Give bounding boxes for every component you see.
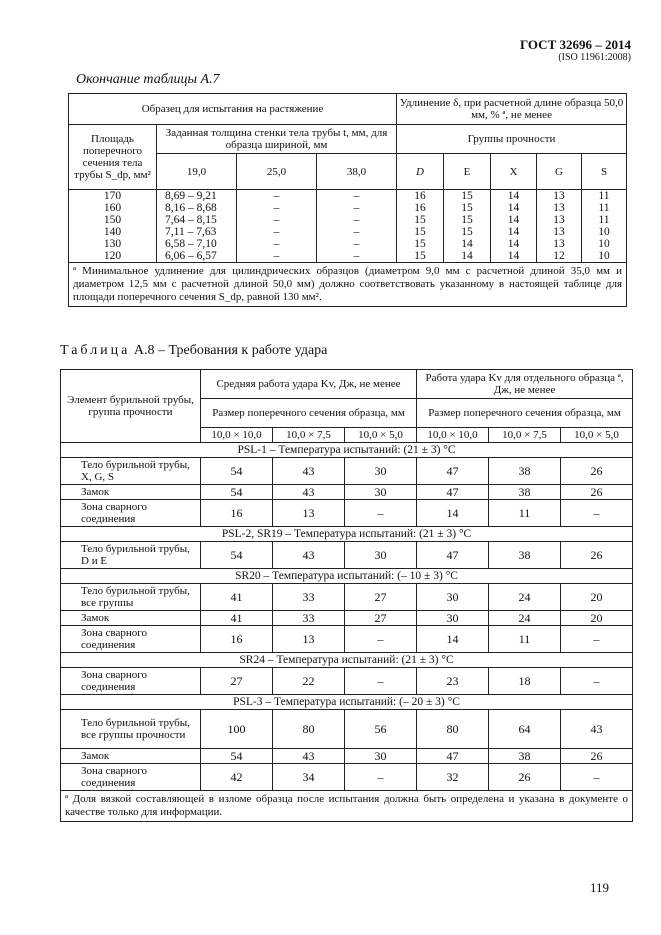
table-cell: 12 <box>537 250 582 263</box>
table-cell: 14 <box>491 250 537 263</box>
value-cell: 32 <box>417 764 489 791</box>
table-row <box>61 611 633 626</box>
table-a8-caption <box>60 343 327 359</box>
header-thickness: Заданная толщина стенки тела трубы t, мм, для образца шириной, мм <box>157 125 397 154</box>
table-cell: 15 <box>397 250 444 263</box>
value-cell: 42 <box>201 764 273 791</box>
table-cell: 13 <box>537 190 582 203</box>
table-cell: 10 <box>582 238 627 250</box>
table-cell: 15 <box>444 190 491 203</box>
value-cell: 43 <box>273 458 345 485</box>
element-label: Зона сварного соединения <box>61 500 201 527</box>
header-avg-energy: Средняя работа удара Kv, Дж, не менее <box>201 370 417 399</box>
value-cell: 27 <box>345 584 417 611</box>
table-cell: – <box>317 202 397 214</box>
size-header: 10,0 × 5,0 <box>561 428 633 443</box>
section-row <box>61 527 633 542</box>
table-word: Таблица <box>60 343 131 358</box>
table-row <box>69 214 627 226</box>
value-cell: 38 <box>489 749 561 764</box>
value-cell: 16 <box>201 626 273 653</box>
table-cell: 11 <box>582 190 627 203</box>
value-cell: 18 <box>489 668 561 695</box>
table-cell: – <box>317 190 397 203</box>
table-cell: – <box>317 226 397 238</box>
table-cell: – <box>317 250 397 263</box>
value-cell: 20 <box>561 611 633 626</box>
table-cell: 130 <box>69 238 157 250</box>
value-cell: 80 <box>273 710 345 749</box>
table-cell: 170 <box>69 190 157 203</box>
size-header: 10,0 × 5,0 <box>345 428 417 443</box>
value-cell: 24 <box>489 584 561 611</box>
table-row <box>61 485 633 500</box>
table-cell: 6,58 – 7,10 <box>157 238 237 250</box>
value-cell: – <box>345 668 417 695</box>
table-row <box>61 584 633 611</box>
table-row <box>69 190 627 203</box>
value-cell: 41 <box>201 584 273 611</box>
value-cell: – <box>561 500 633 527</box>
value-cell: 100 <box>201 710 273 749</box>
value-cell: 47 <box>417 458 489 485</box>
value-cell: 30 <box>345 749 417 764</box>
table-cell: 10 <box>582 250 627 263</box>
value-cell: 64 <box>489 710 561 749</box>
table-row <box>69 226 627 238</box>
table-row <box>61 668 633 695</box>
header-element: Элемент бурильной трубы, группа прочности <box>61 370 201 443</box>
value-cell: 43 <box>273 749 345 764</box>
table-cell: 15 <box>444 226 491 238</box>
value-cell: 26 <box>561 485 633 500</box>
value-cell: 27 <box>345 611 417 626</box>
table-row <box>61 542 633 569</box>
header-elongation: Удлинение δ, при расчетной длине образца 50,0 мм, % ª, не менее <box>397 94 627 125</box>
value-cell: 80 <box>417 710 489 749</box>
page-number: 119 <box>590 880 610 895</box>
value-cell: 13 <box>273 626 345 653</box>
table-cell: 7,64 – 8,15 <box>157 214 237 226</box>
value-cell: 14 <box>417 500 489 527</box>
value-cell: 54 <box>201 542 273 569</box>
value-cell: 54 <box>201 749 273 764</box>
table-cell: – <box>237 250 317 263</box>
value-cell: 38 <box>489 458 561 485</box>
section-title: PSL-1 – Температура испытаний: (21 ± 3) °С <box>61 443 633 458</box>
value-cell: 34 <box>273 764 345 791</box>
table-cell: 150 <box>69 214 157 226</box>
value-cell: 43 <box>273 542 345 569</box>
group-header: S <box>582 154 627 190</box>
table-cell: 11 <box>582 202 627 214</box>
value-cell: 26 <box>561 542 633 569</box>
value-cell: – <box>345 500 417 527</box>
group-header: G <box>537 154 582 190</box>
section-title: PSL-2, SR19 – Температура испытаний: (21 ± 3) °С <box>61 527 633 542</box>
value-cell: 23 <box>417 668 489 695</box>
value-cell: 47 <box>417 542 489 569</box>
section-title: SR24 – Температура испытаний: (21 ± 3) °С <box>61 653 633 668</box>
table-cell: 14 <box>491 214 537 226</box>
table-cell: 160 <box>69 202 157 214</box>
value-cell: – <box>561 668 633 695</box>
group-header: X <box>491 154 537 190</box>
element-label: Тело бурильной трубы, все группы <box>61 584 201 611</box>
value-cell: 11 <box>489 626 561 653</box>
header-size-avg: Размер поперечного сечения образца, мм <box>201 399 417 428</box>
element-label: Тело бурильной трубы, D и E <box>61 542 201 569</box>
header-single-energy: Работа удара Kv для отдельного образца ª, Дж, не менее <box>417 370 633 399</box>
value-cell: 30 <box>345 458 417 485</box>
table-a7 <box>68 93 627 307</box>
table-cell: 15 <box>444 202 491 214</box>
table-row <box>69 250 627 263</box>
value-cell: 54 <box>201 485 273 500</box>
table-cell: 13 <box>537 202 582 214</box>
width-header: 19,0 <box>157 154 237 190</box>
header-area: Площадь поперечного сечения тела трубы S_dp, мм² <box>69 125 157 190</box>
section-row <box>61 653 633 668</box>
value-cell: – <box>561 626 633 653</box>
value-cell: 24 <box>489 611 561 626</box>
value-cell: 33 <box>273 584 345 611</box>
table-cell: – <box>317 214 397 226</box>
section-title: PSL-3 – Температура испытаний: (– 20 ± 3) °С <box>61 695 633 710</box>
element-label: Замок <box>61 611 201 626</box>
table-cell: 15 <box>444 214 491 226</box>
table-cell: – <box>237 214 317 226</box>
table-cell: 13 <box>537 226 582 238</box>
table-row <box>61 749 633 764</box>
header-groups: Группы прочности <box>397 125 627 154</box>
table-row <box>61 500 633 527</box>
table-cell: – <box>237 238 317 250</box>
iso-reference: (ISO 11961:2008) <box>558 52 631 63</box>
table-cell: – <box>237 190 317 203</box>
value-cell: 38 <box>489 542 561 569</box>
value-cell: 30 <box>417 611 489 626</box>
section-row <box>61 443 633 458</box>
table-cell: – <box>237 202 317 214</box>
table-cell: 7,11 – 7,63 <box>157 226 237 238</box>
table-cell: 13 <box>537 238 582 250</box>
element-label: Зона сварного соединения <box>61 626 201 653</box>
table-cell: 8,69 – 9,21 <box>157 190 237 203</box>
element-label: Замок <box>61 749 201 764</box>
value-cell: 26 <box>561 749 633 764</box>
value-cell: 14 <box>417 626 489 653</box>
table-a8-title: А.8 – Требования к работе удара <box>130 343 328 358</box>
value-cell: 56 <box>345 710 417 749</box>
table-row <box>61 626 633 653</box>
element-label: Зона сварного соединения <box>61 764 201 791</box>
table-cell: 13 <box>537 214 582 226</box>
table-cell: 16 <box>397 202 444 214</box>
table-cell: 120 <box>69 250 157 263</box>
group-header: D <box>397 154 444 190</box>
table-cell: 14 <box>491 202 537 214</box>
value-cell: 30 <box>417 584 489 611</box>
section-row <box>61 569 633 584</box>
size-header: 10,0 × 7,5 <box>273 428 345 443</box>
value-cell: 30 <box>345 485 417 500</box>
table-cell: 14 <box>444 250 491 263</box>
value-cell: – <box>561 764 633 791</box>
value-cell: 13 <box>273 500 345 527</box>
value-cell: 26 <box>489 764 561 791</box>
table-cell: 16 <box>397 190 444 203</box>
table-a8 <box>60 369 633 822</box>
value-cell: 43 <box>561 710 633 749</box>
value-cell: 22 <box>273 668 345 695</box>
table-row <box>69 202 627 214</box>
width-header: 25,0 <box>237 154 317 190</box>
value-cell: 26 <box>561 458 633 485</box>
section-row <box>61 695 633 710</box>
table-cell: 14 <box>491 190 537 203</box>
value-cell: 27 <box>201 668 273 695</box>
value-cell: 20 <box>561 584 633 611</box>
value-cell: 47 <box>417 485 489 500</box>
value-cell: 43 <box>273 485 345 500</box>
table-row <box>69 238 627 250</box>
table-cell: 140 <box>69 226 157 238</box>
table-cell: 10 <box>582 226 627 238</box>
table-row <box>61 764 633 791</box>
table-a7-footnote: ª Минимальное удлинение для цилиндрических образцов (диаметром 9,0 мм с расчетной длиной 35,0 мм и диаметром 12,5 мм с расчетной длиной 50,0 мм) должно соответствовать указанному в настоящей таблице для площади поперечного сечения S_dp, равной 130 мм². <box>69 263 627 307</box>
value-cell: 30 <box>345 542 417 569</box>
table-cell: – <box>317 238 397 250</box>
value-cell: 41 <box>201 611 273 626</box>
standard-number: ГОСТ 32696 – 2014 <box>519 37 631 52</box>
element-label: Зона сварного соединения <box>61 668 201 695</box>
table-row <box>61 710 633 749</box>
table-a8-footnote: ª Доля вязкой составляющей в изломе образца после испытания должна быть определена и указана в документе о качестве только для информации. <box>61 791 633 822</box>
table-cell: 14 <box>491 226 537 238</box>
group-header: E <box>444 154 491 190</box>
table-cell: 14 <box>491 238 537 250</box>
table-cell: 6,06 – 6,57 <box>157 250 237 263</box>
table-cell: 15 <box>397 214 444 226</box>
table-cell: 14 <box>444 238 491 250</box>
table-cell: 15 <box>397 226 444 238</box>
table-cell: 8,16 – 8,68 <box>157 202 237 214</box>
section-title: SR20 – Температура испытаний: (– 10 ± 3) °С <box>61 569 633 584</box>
table-cell: – <box>237 226 317 238</box>
value-cell: 54 <box>201 458 273 485</box>
value-cell: 38 <box>489 485 561 500</box>
element-label: Тело бурильной трубы, все группы прочности <box>61 710 201 749</box>
value-cell: – <box>345 626 417 653</box>
value-cell: – <box>345 764 417 791</box>
width-header: 38,0 <box>317 154 397 190</box>
page-header <box>520 37 631 64</box>
table-cell: 11 <box>582 214 627 226</box>
size-header: 10,0 × 7,5 <box>489 428 561 443</box>
value-cell: 11 <box>489 500 561 527</box>
table-a7-caption: Окончание таблицы А.7 <box>76 72 220 87</box>
value-cell: 16 <box>201 500 273 527</box>
size-header: 10,0 × 10,0 <box>201 428 273 443</box>
element-label: Замок <box>61 485 201 500</box>
header-size-single: Размер поперечного сечения образца, мм <box>417 399 633 428</box>
table-row <box>61 458 633 485</box>
header-sample: Образец для испытания на растяжение <box>69 94 397 125</box>
value-cell: 47 <box>417 749 489 764</box>
element-label: Тело бурильной трубы, X, G, S <box>61 458 201 485</box>
table-cell: 15 <box>397 238 444 250</box>
size-header: 10,0 × 10,0 <box>417 428 489 443</box>
value-cell: 33 <box>273 611 345 626</box>
